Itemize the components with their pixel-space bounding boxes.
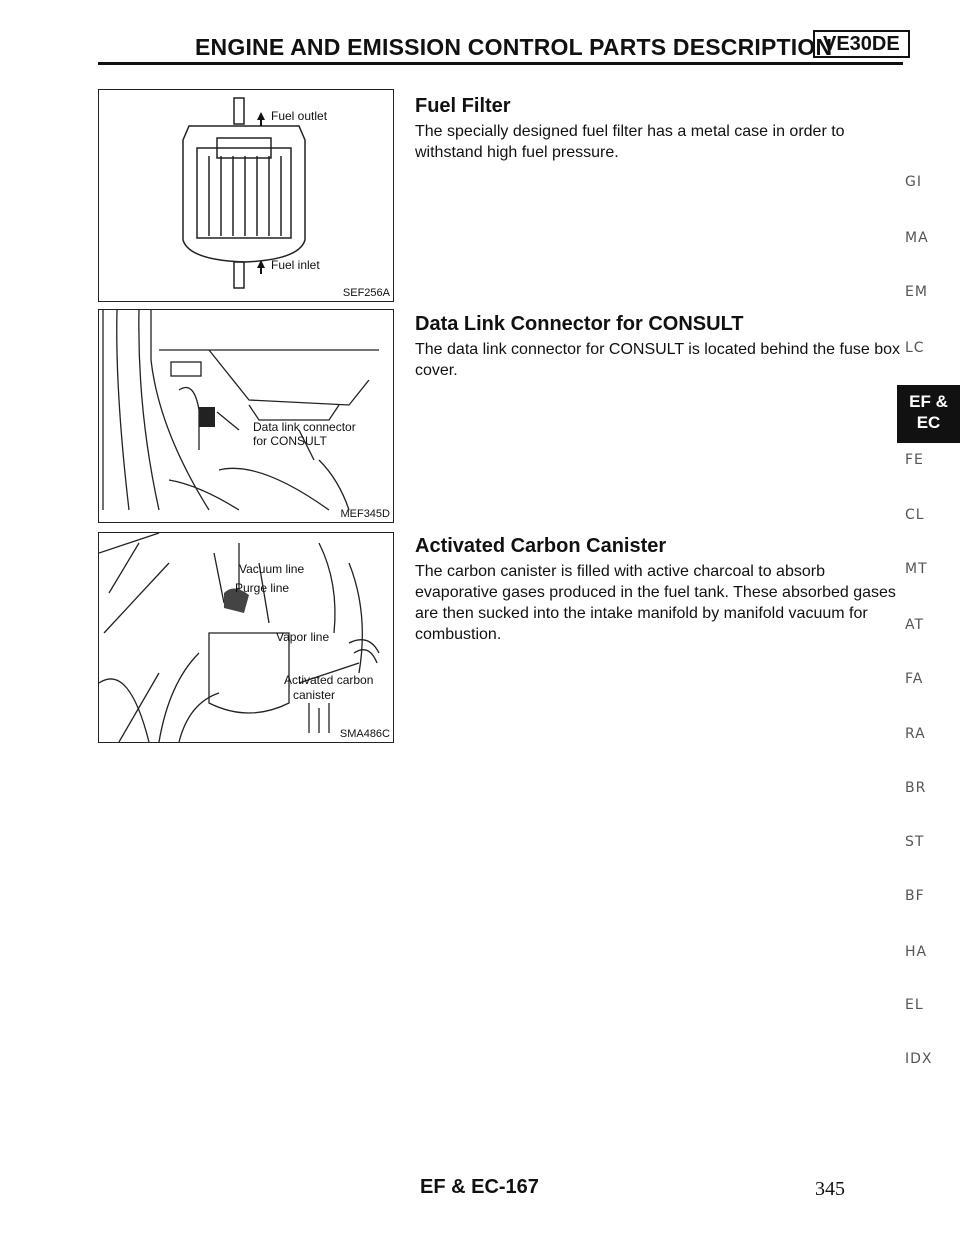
side-tab-idx[interactable]: IDX [905,1051,933,1067]
fuel-filter-illustration [99,90,393,301]
label-fuel-outlet: Fuel outlet [271,109,328,123]
label-for-consult: for CONSULT [253,434,327,448]
label-purge-line: Purge line [235,581,290,595]
label-vacuum-line: Vacuum line [239,562,305,576]
side-tab-ef-ec-active[interactable] [897,385,960,443]
side-tab-lc[interactable]: LC [905,340,925,356]
label-activated-carbon: Activated carbon [284,673,374,687]
header-rule [98,62,903,65]
canister-figure [98,532,394,743]
label-fuel-inlet: Fuel inlet [271,258,320,272]
data-link-illustration [99,310,393,522]
side-tab-fe[interactable]: FE [905,452,924,468]
side-tab-bf[interactable]: BF [905,888,925,904]
section-body-canister: The carbon canister is filled with active charcoal to absorb evaporative gases produced in the fuel tank. These absorbed gases are then sucked into the intake manifold by manifold vacuum for combustion. [415,563,896,643]
model-badge: VE30DE [813,30,910,58]
page-number: 345 [815,1178,845,1200]
section-body-fuel-filter: The specially designed fuel filter has a metal case in order to withstand high fuel pressure. [415,123,845,161]
side-tab-gi[interactable]: GI [905,174,922,190]
side-tab-br[interactable]: BR [905,780,927,796]
side-tab-ha[interactable]: HA [905,944,928,960]
side-tab-em[interactable]: EM [905,284,928,300]
side-tab-ma[interactable]: MA [905,230,929,246]
label-vapor-line: Vapor line [276,630,330,644]
side-tab-cl[interactable]: CL [905,507,925,523]
side-tab-ra[interactable]: RA [905,726,926,742]
page-header-title: ENGINE AND EMISSION CONTROL PARTS DESCRIPTION [195,34,833,60]
side-tab-fa[interactable]: FA [905,671,924,687]
figure-code: MEF345D [340,508,390,520]
label-data-link: Data link connector [253,420,356,434]
label-canister: canister [293,688,336,702]
footer-section-code: EF & EC-167 [420,1176,539,1198]
side-tab-at[interactable]: AT [905,617,925,633]
data-link-figure [98,309,394,523]
figure-code: SEF256A [342,287,390,299]
section-title-data-link: Data Link Connector for CONSULT [415,313,744,335]
figure-code: SMA486C [339,728,390,740]
section-body-data-link: The data link connector for CONSULT is located behind the fuse box cover. [415,341,901,379]
active-tab-line1: EF & [909,392,948,411]
section-title-fuel-filter: Fuel Filter [415,95,511,117]
section-title-canister: Activated Carbon Canister [415,535,667,557]
fuel-filter-figure [98,89,394,302]
side-tab-st[interactable]: ST [905,834,925,850]
active-tab-line2: EC [916,413,941,432]
side-tab-mt[interactable]: MT [905,561,928,577]
side-tab-el[interactable]: EL [905,997,924,1013]
